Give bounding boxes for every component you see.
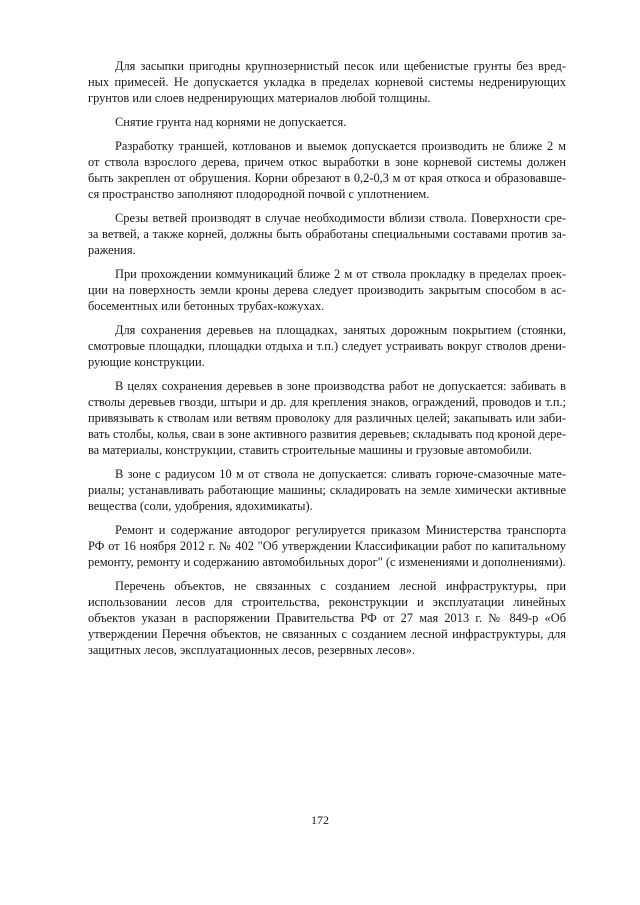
text-line: от ствола взрослого дерева, причем откос выработки в зоне корневой системы должен: [88, 155, 566, 169]
text-line: ремонту, ремонту и содержанию автомобильных дорог" (с изменениями и дополнениями).: [88, 555, 566, 569]
text-line: Разработку траншей, котлованов и выемок допускается производить не ближе 2 м: [115, 139, 566, 153]
text-line: риалы; устанавливать работающие машины; складировать на земле химически активные: [88, 483, 566, 497]
text-line: Срезы ветвей производят в случае необходимости вблизи ствола. Поверхности сре-: [115, 211, 566, 225]
paragraph: [88, 522, 566, 570]
text-line: ции на поверхность земли кроны дерева следует производить закрытым способом в ас-: [88, 283, 566, 297]
text-line: бocементных или бетонных трубах-кожухах.: [88, 299, 325, 313]
paragraph: [88, 210, 566, 258]
text-line: Для сохранения деревьев на площадках, занятых дорожным покрытием (стоянки,: [115, 323, 566, 337]
text-line: Ремонт и содержание автодорог регулируется приказом Министерства транспорта: [115, 523, 566, 537]
text-line: привязывать к стволам или ветвям проволоку для различных целей; закапывать или заби-: [88, 411, 566, 425]
text-line: Перечень объектов, не связанных с созданием лесной инфраструктуры, при: [115, 579, 566, 593]
paragraph: [88, 466, 566, 514]
text-line: использовании лесов для строительства, реконструкции и эксплуатации линейных: [88, 595, 566, 609]
paragraph: [88, 578, 566, 658]
text-line: быть закреплен от обрушения. Корни обрезают в 0,2-0,3 м от края откоса и образовавше-: [88, 171, 566, 185]
paragraph: [88, 138, 566, 202]
text-line: ражения.: [88, 243, 136, 257]
text-line: Для засыпки пригодны крупнозернистый песок или щебенистые грунты без вред-: [115, 59, 566, 73]
text-line: вещества (соли, удобрения, ядохимикаты).: [88, 499, 313, 513]
text-line: вать столбы, колья, сваи в зоне активного развития деревьев; складывать под кроной дере-: [88, 427, 566, 441]
text-line: за ветвей, а также корней, должны быть обработаны специальными составами против за-: [88, 227, 566, 241]
text-line: смотровые площадки, площадки отдыха и т.п.) следует устраивать вокруг стволов дрени-: [88, 339, 566, 353]
text-line: грунтов или слоев недренирующих материалов любой толщины.: [88, 91, 431, 105]
text-line: объектов указан в распоряжении Правительства РФ от 27 мая 2013 г. № 849-р «Об: [88, 611, 566, 625]
text-line: утверждении Перечня объектов, не связанных с созданием лесной инфраструктуры, для: [88, 627, 566, 641]
paragraph: [88, 378, 566, 458]
text-line: В целях сохранения деревьев в зоне производства работ не допускается: забивать в: [115, 379, 566, 393]
paragraph: [88, 266, 566, 314]
text-line: ва материалы, конструкции, ставить строительные машины и грузовые автомобили.: [88, 443, 532, 457]
page-number: 172: [311, 813, 329, 827]
text-line: В зоне с радиусом 10 м от ствола не допускается: сливать горюче-смазочные мате-: [115, 467, 566, 481]
document-body: [88, 58, 566, 666]
text-line: ся пространство заполняют плодородной почвой с уплотнением.: [88, 187, 430, 201]
text-line: РФ от 16 ноября 2012 г. № 402 "Об утверждении Классификации работ по капитальному: [88, 539, 566, 553]
text-line: ных примесей. Не допускается укладка в пределах корневой системы недренирующих: [88, 75, 566, 89]
paragraph: [88, 114, 566, 130]
paragraph: [88, 58, 566, 106]
text-line: защитных лесов, эксплуатационных лесов, резервных лесов».: [88, 643, 416, 657]
paragraph: [88, 322, 566, 370]
text-line: стволы деревьев гвозди, штыри и др. для крепления знаков, ограждений, проводов и т.п.;: [88, 395, 566, 409]
text-line: Снятие грунта над корнями не допускается.: [115, 115, 347, 129]
text-line: рующие конструкции.: [88, 355, 205, 369]
text-line: При прохождении коммуникаций ближе 2 м от ствола прокладку в пределах проек-: [115, 267, 566, 281]
